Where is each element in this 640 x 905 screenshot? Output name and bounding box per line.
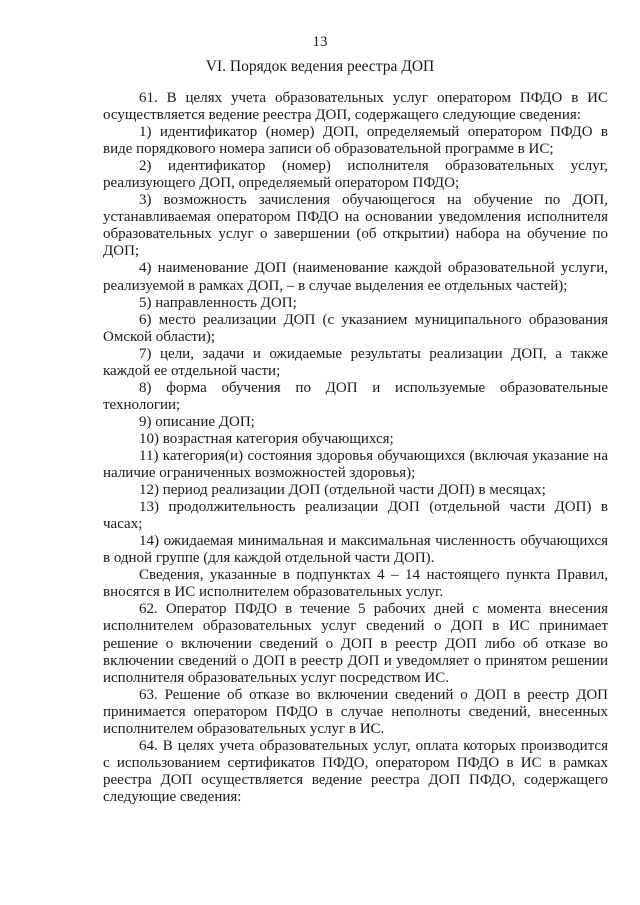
list-item-1: 1) идентификатор (номер) ДОП, определяемый оператором ПФДО в виде порядкового номера записи об образовательной программе в ИС; — [103, 124, 608, 158]
list-item-7: 7) цели, задачи и ожидаемые результаты реализации ДОП, а также каждой ее отдельной части; — [103, 345, 608, 379]
list-item-4: 4) наименование ДОП (наименование каждой образовательной услуги, реализуемой в рамках ДОП, – в случае выделения ее отдельных частей); — [103, 260, 608, 294]
list-item-13: 13) продолжительность реализации ДОП (отдельной части ДОП) в часах; — [103, 499, 608, 533]
list-item-8: 8) форма обучения по ДОП и используемые образовательные технологии; — [103, 379, 608, 413]
list-item-2: 2) идентификатор (номер) исполнителя образовательных услуг, реализующего ДОП, определяемый оператором ПФДО; — [103, 158, 608, 192]
list-item-10: 10) возрастная категория обучающихся; — [139, 430, 394, 447]
list-item-12: 12) период реализации ДОП (отдельной части ДОП) в месяцах; — [139, 482, 546, 499]
paragraph-64: 64. В целях учета образовательных услуг, оплата которых производится с использованием сертификатов ПФДО, оператором ПФДО в ИС в рамках реестра ДОП осуществляется ведение реестра ДОП ПФДО, содержащего следующие сведения: — [103, 737, 608, 805]
list-item-6: 6) место реализации ДОП (с указанием муниципального образования Омской области); — [103, 311, 608, 345]
section-title: VI. Порядок ведения реестра ДОП — [205, 58, 435, 75]
list-item-11: 11) категория(и) состояния здоровья обучающихся (включая указание на наличие ограниченных возможностей здоровья); — [103, 447, 608, 482]
list-item-9: 9) описание ДОП; — [139, 413, 255, 430]
list-item-3: 3) возможность зачисления обучающегося на обучение по ДОП, устанавливаемая оператором ПФДО на основании уведомления исполнителя образовательных услуг о завершении (об открытии) набора на обучение по ДОП; — [103, 192, 608, 260]
paragraph-note: Сведения, указанные в подпунктах 4 – 14 настоящего пункта Правил, вносятся в ИС исполнителем образовательных услуг. — [103, 567, 608, 601]
page-number: 13 — [312, 34, 328, 50]
list-item-14: 14) ожидаемая минимальная и максимальная численность обучающихся в одной группе (для каждой отдельной части ДОП). — [103, 533, 608, 567]
paragraph-63: 63. Решение об отказе во включении сведений о ДОП в реестр ДОП принимается оператором ПФДО в случае неполноты сведений, внесенных исполнителем образовательных услуг в ИС. — [103, 686, 608, 737]
list-item-5: 5) направленность ДОП; — [139, 294, 297, 311]
paragraph-62: 62. Оператор ПФДО в течение 5 рабочих дней с момента внесения исполнителем образовательных услуг сведений о ДОП в ИС принимает решение о включении сведений о ДОП в реестр ДОП либо об отказе во включении сведений о ДОП в реестр ДОП и уведомляет о принятом решении исполнителя образовательных услуг посредством ИС. — [103, 601, 608, 686]
paragraph-61: 61. В целях учета образовательных услуг оператором ПФДО в ИС осуществляется ведение реестра ДОП, содержащего следующие сведения: — [103, 90, 608, 124]
document-body — [103, 90, 608, 806]
